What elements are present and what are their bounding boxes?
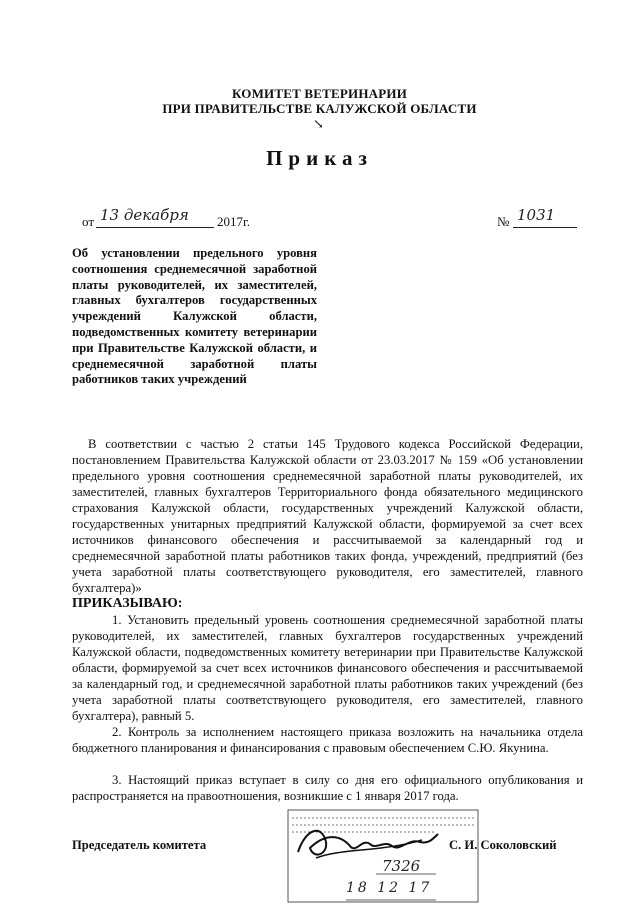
signature-position: Председатель комитета bbox=[72, 838, 207, 852]
order-item-3: 3. Настоящий приказ вступает в силу со дня его официального опубликования и распространяется на правоотношения, возникшие с 1 января 2017 года. bbox=[72, 773, 583, 803]
preamble-paragraph: В соответствии с частью 2 статьи 145 Трудового кодекса Российской Федерации, постановлением Правительства Калужской области от 23.03.2017 № 159 «Об установлении предельного уровня соотношения среднемесячной заработной платы руководителей, их заместителей, главных бухгалтеров Территориального фонда обязательного медицинского страхования Калужской области, государственных учреждений Калужской области, государственных унитарных предприятий Калужской области, формируемой за счет всех источников финансового обеспечения и рассчитываемой за календарный год и среднемесячной заработной платы работников таких фонда, учреждений, предприятий (без учета заработной платы соответствующего руководителя, его заместителей, главного бухгалтера)» bbox=[72, 437, 583, 595]
organization-name-line-2: ПРИ ПРАВИТЕЛЬСТВЕ КАЛУЖСКОЙ ОБЛАСТИ bbox=[162, 101, 477, 116]
handwritten-number: 1031 bbox=[517, 206, 556, 224]
organization-name-line-1: КОМИТЕТ ВЕТЕРИНАРИИ bbox=[231, 86, 408, 101]
registration-date: 18 12 17 bbox=[346, 880, 433, 896]
date-prefix: от bbox=[82, 214, 95, 229]
signature-name: С. И. Соколовский bbox=[449, 838, 557, 852]
number-prefix: № bbox=[497, 214, 510, 229]
header-mark: ↘ bbox=[313, 116, 324, 131]
number-field bbox=[513, 206, 577, 228]
document-title: Приказ bbox=[266, 146, 373, 170]
registration-number: 7326 bbox=[382, 857, 421, 875]
date-year: 2017г. bbox=[217, 214, 251, 229]
order-item-2: 2. Контроль за исполнением настоящего приказа возложить на начальника отдела бюджетного планирования и финансирования с правовым обеспечением С.Ю. Якунина. bbox=[72, 725, 583, 755]
order-word: ПРИКАЗЫВАЮ: bbox=[72, 596, 183, 611]
date-field bbox=[96, 206, 214, 228]
order-item-1: 1. Установить предельный уровень соотношения среднемесячной заработной платы руководителей, их заместителей, главных бухгалтеров государственных учреждений Калужской области, подведомственных комитету ветеринарии при Правительстве Калужской области, формируемой за счет всех источников финансового обеспечения и рассчитываемой за календарный год, и среднемесячной заработной платы работников таких учреждений (без учета заработной платы соответствующего руководителя, его заместителей, главного бухгалтера), равный 5. bbox=[72, 613, 583, 723]
document-subject: Об установлении предельного уровня соотношения среднемесячной заработной платы руководителей, их заместителей, главных бухгалтеров государственных учреждений Калужской области, подведомственных комитету ветеринарии при Правительстве Калужской области, и среднемесячной заработной платы работников таких учреждений bbox=[72, 246, 317, 387]
handwritten-date: 13 декабря bbox=[100, 206, 189, 224]
